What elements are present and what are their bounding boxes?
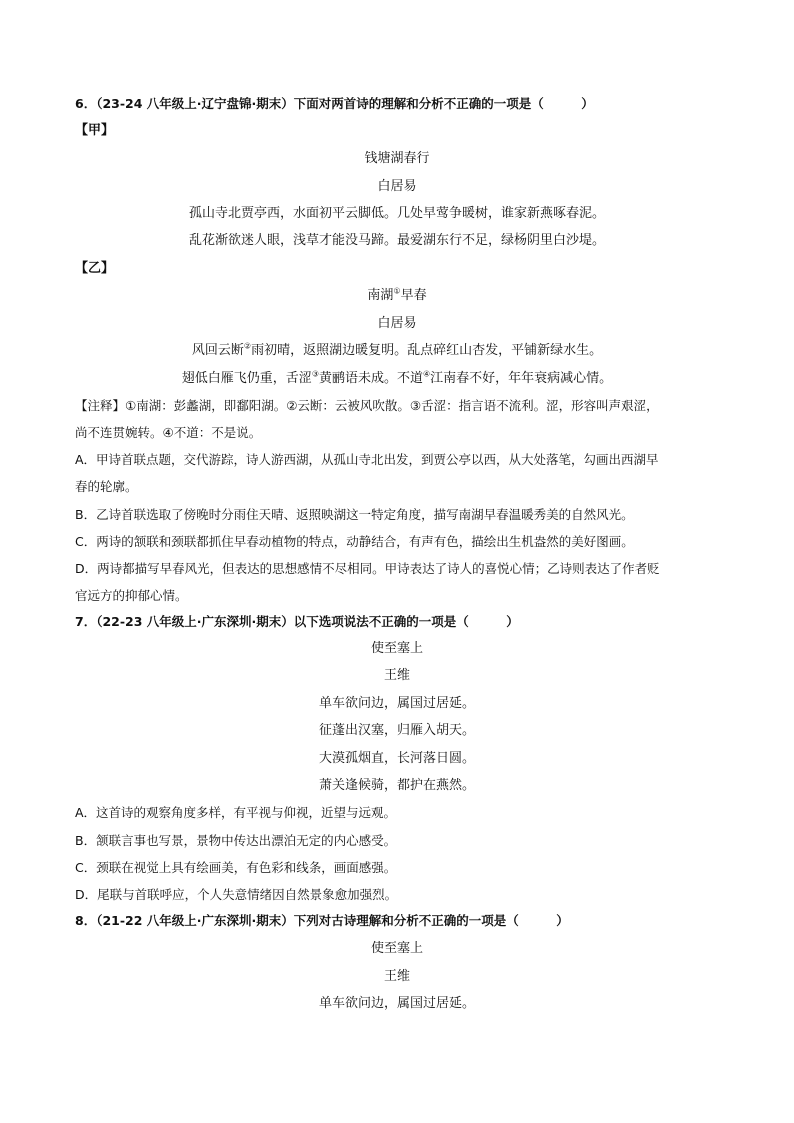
poem2-author: 白居易 [377,316,417,331]
q7-poem-title: 使至塞上 [370,641,423,656]
note-ref-3: ③ [311,369,319,379]
jia-label: 【甲】 [75,123,115,138]
poem2-title-b: 早春 [400,288,427,303]
poem2-line2-a: 翅低白雁飞仍重，舌涩 [181,371,312,386]
q7-option-a: A．这首诗的观察角度多样，有平视与仰视，近望与远观。 [75,805,397,820]
q6-option-d-line1: D．两诗都描写早春风光，但表达的思想感情不尽相同。甲诗表达了诗人的喜悦心情；乙诗则表达了作者贬 [75,561,660,576]
poem2-line1-b: 雨初晴，返照湖边暖复明。乱点碎红山杏发，平铺新绿水生。 [251,343,603,358]
note-ref-4: ④ [423,369,431,379]
poem1-line2: 乱花渐欲迷人眼，浅草才能没马蹄。最爱湖东行不足，绿杨阴里白沙堤。 [188,233,605,248]
q7-poem-line2: 征蓬出汉塞，归雁入胡天。 [318,723,475,738]
poem2-line1-a: 风回云断 [191,343,244,358]
q7-poem-line1: 单车欲问边，属国过居延。 [318,696,475,711]
q7-poem-author: 王维 [383,668,410,683]
q8-poem-title: 使至塞上 [370,941,423,956]
poem1-author: 白居易 [377,179,417,194]
poem2-line2-c: 江南春不好，年年衰病减心情。 [430,371,613,386]
question-6-header: 6．（23-24 八年级上·辽宁盘锦·期末）下面对两首诗的理解和分析不正确的一项是（ ） [75,96,594,111]
q6-option-a-line1: A．甲诗首联点题，交代游踪，诗人游西湖，从孤山寺北出发，到贾公亭以西，从大处落笔，勾画出西湖早 [75,452,659,467]
q6-option-a-line2: 春的轮廓。 [75,479,138,494]
yi-label: 【乙】 [75,261,115,276]
q8-poem-author: 王维 [383,969,410,984]
notes-line1: 【注释】①南湖：彭蠡湖，即鄱阳湖。②云断：云被风吹散。③舌涩：指言语不流利。涩，形容叫声艰涩， [75,398,659,413]
q7-poem-line4: 萧关逢候骑，都护在燕然。 [318,778,475,793]
notes-line2: 尚不连贯婉转。④不道：不是说。 [75,425,262,440]
poem2-title-a: 南湖 [367,288,394,303]
poem2-line2 [0,369,794,389]
poem1-line1: 孤山寺北贾亭西，水面初平云脚低。几处早莺争暖树，谁家新燕啄春泥。 [188,206,605,221]
question-7-header: 7．（22-23 八年级上·广东深圳·期末）以下选项说法不正确的一项是（ ） [75,614,519,629]
poem2-line2-b: 黄鹂语未成。不道 [318,371,423,386]
note-ref-1: ① [393,286,401,296]
q6-option-b: B．乙诗首联选取了傍晚时分雨住天晴、返照映湖这一特定角度，描写南湖早春温暖秀美的自然风光。 [75,507,634,522]
poem1-title: 钱塘湖春行 [364,151,430,166]
q7-option-b: B．颔联言事也写景，景物中传达出漂泊无定的内心感受。 [75,833,397,848]
q7-option-c: C．颈联在视觉上具有绘画美，有色彩和线条，画面感强。 [75,860,397,875]
q6-option-d-line2: 官远方的抑郁心情。 [75,588,188,603]
question-8-header: 8．（21-22 八年级上·广东深圳·期末）下列对古诗理解和分析不正确的一项是（ ） [75,913,569,928]
note-ref-2: ② [243,341,252,351]
q8-poem-line1: 单车欲问边，属国过居延。 [318,996,475,1011]
poem2-title [0,286,794,306]
q7-poem-line3: 大漠孤烟直，长河落日圆。 [318,751,475,766]
q6-option-c: C．两诗的颔联和颈联都抓住早春动植物的特点，动静结合，有声有色，描绘出生机盎然的美好图画。 [75,534,634,549]
q7-option-d: D．尾联与首联呼应，个人失意情绪因自然景象愈加强烈。 [75,887,398,902]
poem2-line1 [0,341,794,361]
